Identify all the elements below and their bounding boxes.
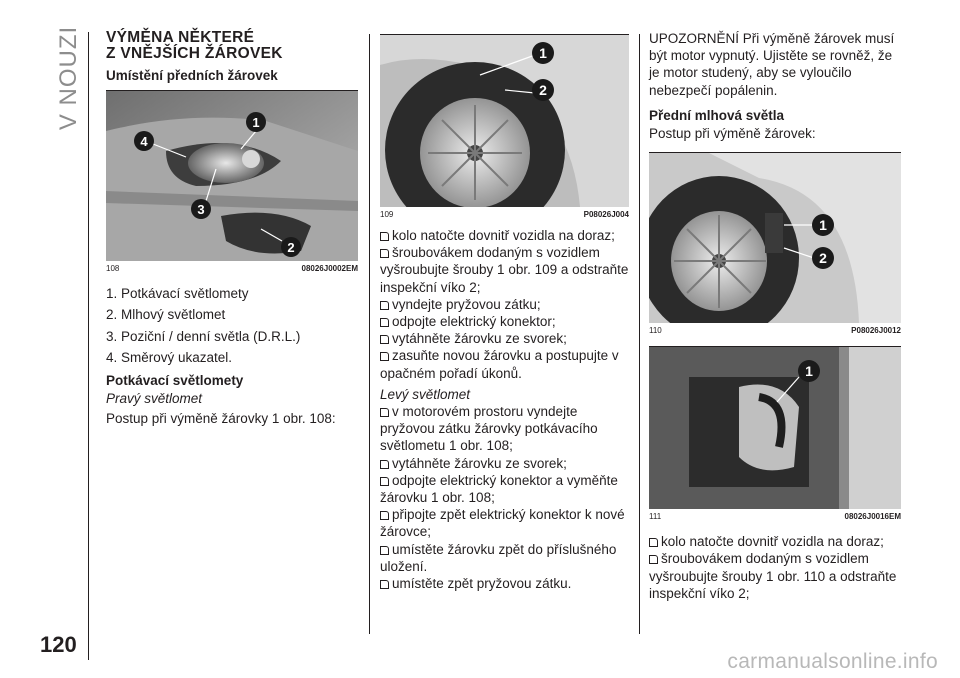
callout-2: 2 bbox=[539, 82, 547, 98]
section-side-label: V NOUZI bbox=[55, 25, 82, 130]
checkbox-bullet-icon bbox=[380, 352, 389, 361]
list-item: 2. Mlhový světlomet bbox=[106, 307, 226, 323]
checkbox-bullet-icon bbox=[380, 460, 389, 469]
checkbox-bullet-icon bbox=[649, 555, 658, 564]
figure-code: 08026J0016EM bbox=[844, 512, 901, 522]
step-list bbox=[649, 533, 901, 602]
column-left bbox=[106, 30, 358, 428]
italic-subheading: Pravý světlomet bbox=[106, 391, 203, 407]
checkbox-bullet-icon bbox=[380, 232, 389, 241]
figure-caption bbox=[649, 511, 901, 523]
column-right bbox=[649, 30, 901, 602]
column-divider bbox=[639, 34, 640, 634]
paragraph: Postup při výměně žárovek: bbox=[649, 126, 816, 142]
checkbox-bullet-icon bbox=[380, 318, 389, 327]
column-middle bbox=[380, 30, 629, 592]
checkbox-bullet-icon bbox=[380, 546, 389, 555]
figure-109 bbox=[380, 34, 629, 207]
column-divider bbox=[369, 34, 370, 634]
figure-code: P08026J004 bbox=[583, 210, 629, 219]
list-item: kolo natočte dovnitř vozidla na doraz; bbox=[649, 533, 901, 550]
checkbox-bullet-icon bbox=[380, 408, 389, 417]
callout-1: 1 bbox=[819, 217, 827, 234]
checkbox-bullet-icon bbox=[380, 511, 389, 520]
fog-lamp-wheel-illustration bbox=[649, 153, 901, 323]
callout-2: 2 bbox=[819, 250, 827, 267]
figure-caption bbox=[649, 325, 901, 337]
figure-number: 108 bbox=[106, 264, 120, 274]
list-item: zasuňte novou žárovku a postupujte v opačném pořadí úkonů. bbox=[380, 348, 619, 381]
list-item: 4. Směrový ukazatel. bbox=[106, 349, 233, 365]
step-list bbox=[380, 227, 629, 382]
checkbox-bullet-icon bbox=[380, 301, 389, 310]
figure-108 bbox=[106, 90, 358, 261]
callout-1: 1 bbox=[539, 45, 547, 61]
side-rule bbox=[88, 32, 89, 660]
page-number: 120 bbox=[40, 632, 77, 657]
list-item: odpojte elektrický konektor a vyměňte žárovku 1 obr. 108; bbox=[380, 472, 618, 506]
list-item: umístěte zpět pryžovou zátku. bbox=[380, 575, 629, 592]
figure-number: 111 bbox=[649, 512, 662, 522]
list-item: 1. Potkávací světlomety bbox=[106, 286, 249, 302]
checkbox-bullet-icon bbox=[380, 477, 389, 486]
step-list bbox=[380, 403, 629, 592]
list-item: kolo natočte dovnitř vozidla na doraz; bbox=[380, 227, 629, 244]
callout-4: 4 bbox=[140, 134, 148, 150]
section-side-tab bbox=[55, 25, 82, 130]
subsection-title: Umístění předních žárovek bbox=[106, 68, 278, 83]
figure-caption bbox=[380, 209, 629, 221]
list-item: v motorovém prostoru vyndejte pryžovou zátku žárovky potkávacího světlometu 1 obr. 108; bbox=[380, 404, 598, 454]
headlamp-illustration bbox=[106, 91, 358, 261]
figure-code: 08026J0002EM bbox=[301, 264, 358, 274]
list-item: odpojte elektrický konektor; bbox=[380, 313, 629, 330]
list-item: připojte zpět elektrický konektor k nové žárovce; bbox=[380, 507, 625, 540]
checkbox-bullet-icon bbox=[380, 580, 389, 589]
list-item: vytáhněte žárovku ze svorek; bbox=[380, 455, 629, 472]
section-title: VÝMĚNA NĚKTERÉ Z VNĚJŠÍCH ŽÁROVEK bbox=[106, 29, 283, 62]
warning-paragraph: UPOZORNĚNÍ Při výměně žárovek musí být motor vypnutý. Ujistěte se rovněž, že je motor studený, aby se vyloučilo nebezpečí popálenin. bbox=[649, 31, 895, 98]
list-item: 3. Poziční / denní světla (D.R.L.) bbox=[106, 328, 301, 344]
section-heading: Přední mlhová světla bbox=[649, 107, 785, 123]
paragraph: Postup při výměně žárovky 1 obr. 108: bbox=[106, 411, 336, 427]
checkbox-bullet-icon bbox=[380, 249, 389, 258]
list-item: šroubovákem dodaným s vozidlem vyšroubujte šrouby 1 obr. 109 a odstraňte inspekční víko 2; bbox=[380, 245, 629, 295]
callout-1: 1 bbox=[252, 115, 260, 131]
bulb-position-list bbox=[106, 285, 358, 366]
watermark: carmanualsonline.info bbox=[727, 650, 938, 673]
wheel-arch-illustration bbox=[380, 35, 629, 207]
fog-lamp-bulb-illustration bbox=[649, 347, 901, 509]
italic-subheading: Levý světlomet bbox=[380, 386, 471, 402]
list-item: vyndejte pryžovou zátku; bbox=[380, 296, 629, 313]
list-item: šroubovákem dodaným s vozidlem vyšroubujte šrouby 1 obr. 110 a odstraňte inspekční víko 2; bbox=[649, 551, 897, 601]
figure-111 bbox=[649, 346, 901, 509]
callout-3: 3 bbox=[197, 202, 205, 218]
figure-caption bbox=[106, 263, 358, 275]
figure-number: 109 bbox=[380, 210, 394, 219]
section-heading: Potkávací světlomety bbox=[106, 373, 244, 389]
figure-code: P08026J0012 bbox=[851, 326, 901, 336]
checkbox-bullet-icon bbox=[380, 335, 389, 344]
callout-2: 2 bbox=[287, 240, 295, 256]
checkbox-bullet-icon bbox=[649, 538, 658, 547]
figure-110 bbox=[649, 152, 901, 323]
callout-1: 1 bbox=[805, 363, 813, 380]
list-item: umístěte žárovku zpět do příslušného uložení. bbox=[380, 541, 617, 574]
list-item: vytáhněte žárovku ze svorek; bbox=[380, 330, 629, 347]
figure-number: 110 bbox=[649, 326, 662, 336]
